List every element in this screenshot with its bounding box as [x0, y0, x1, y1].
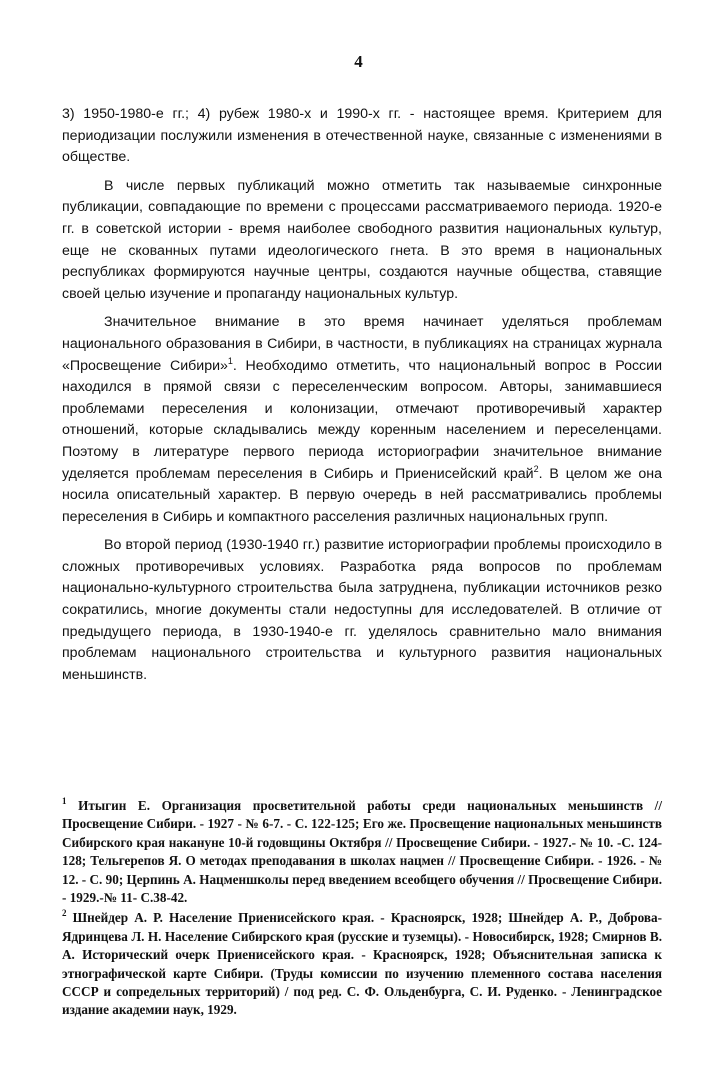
paragraph-text: 3) 1950-1980-е гг.; 4) рубеж 1980-х и 1990-х гг. - настоящее время. Критерием для периодизации послужили изменения в отечественной науке, связанные с изменениями в обществе. — [62, 106, 662, 166]
paragraph-4 — [62, 535, 662, 686]
footnote-text: Шнейдер А. Р. Население Приенисейского края. - Красноярск, 1928; Шнейдер А. Р., Доброва-Ядринцева Л. Н. Население Сибирского края (русские и туземцы). - Новосибирск, 1928; Смирнов В. А. Исторический очерк Приенисейского края. - Красноярск, 1928; Объяснительная записка к этнографической карте Сибири. (Труды комиссии по изучению племенного состава населения СССР и сопредельных территорий) / под ред. С. Ф. Ольденбурга, С. И. Руденко. - Ленинградское издание академии наук, 1929. — [62, 910, 663, 1018]
footnotes — [62, 797, 662, 1022]
paragraph-1 — [62, 104, 662, 169]
main-text — [62, 104, 662, 693]
paragraph-text: . Необходимо отметить, что национальный вопрос в России находился в прямой связи с переселенческим вопросом. Авторы, занимавшиеся проблемами переселения и колонизации, отмечают противоречивый характер отношений, которые складывались между коренным населением и переселенцами. Поэтому в литературе первого периода историографии значительное внимание уделяется проблемам переселения в Сибирь и Приенисейский край — [62, 357, 662, 482]
paragraph-2 — [62, 176, 662, 306]
page-number: 4 — [354, 52, 363, 71]
footnote-ref-1[interactable]: 1 — [227, 355, 233, 366]
paragraph-text: Во второй период (1930-1940 гг.) развитие историографии проблемы происходило в сложных противоречивых условиях. Разработка ряда вопросов по проблемам национально-культурного строительства была затруднена, публикации источников резко сократились, многие документы стали недоступны для исследователей. В отличие от предыдущего периода, в 1930-1940-е гг. уделялось сравнительно мало внимания проблемам национального строительства и культурного развития национальных меньшинств. — [62, 537, 662, 683]
paragraph-text: . В целом же она носила описательный характер. В первую очередь в ней рассматривались проблемы переселения в Сибирь и компактного расселения различных национальных групп. — [62, 465, 662, 525]
footnote-marker: 2 — [62, 908, 67, 919]
footnote-ref-2[interactable]: 2 — [533, 463, 539, 474]
paragraph-text: Значительное внимание в это время начинает уделяться проблемам национального образования в Сибири, в частности, в публикациях на страницах журнала «Просвещение Сибири» — [62, 314, 662, 374]
paragraph-text: В числе первых публикаций можно отметить так называемые синхронные публикации, совпадающие по времени с процессами рассматриваемого периода. 1920-е гг. в советской истории - время наиболее свободного развития национальных культур, еще не скованных путами идеологического гнета. В это время в национальных республиках формируются научные центры, создаются научные общества, ставящие своей целью изучение и пропаганду национальных культур. — [62, 177, 662, 302]
footnote-marker: 1 — [62, 796, 67, 806]
footnote-2 — [62, 909, 662, 1019]
footnote-1 — [62, 797, 662, 907]
paragraph-3 — [62, 312, 662, 528]
footnote-text: Итыгин Е. Организация просветительной работы среди национальных меньшинств // Просвещение Сибири. - 1927 - № 6-7. - С. 122-125; Его же. Просвещение национальных меньшинств Сибирского края накануне 10-й годовщины Октября // Просвещение Сибири. - 1927.- № 10. -С. 124-128; Тельгерепов Я. О методах преподавания в школах нацмен // Просвещение Сибири. - 1926. - № 12. - С. 90; Церпинь А. Нацменшколы перед введением всеобщего обучения // Просвещение Сибири. - 1929.-№ 11- С.38-42. — [62, 798, 662, 906]
